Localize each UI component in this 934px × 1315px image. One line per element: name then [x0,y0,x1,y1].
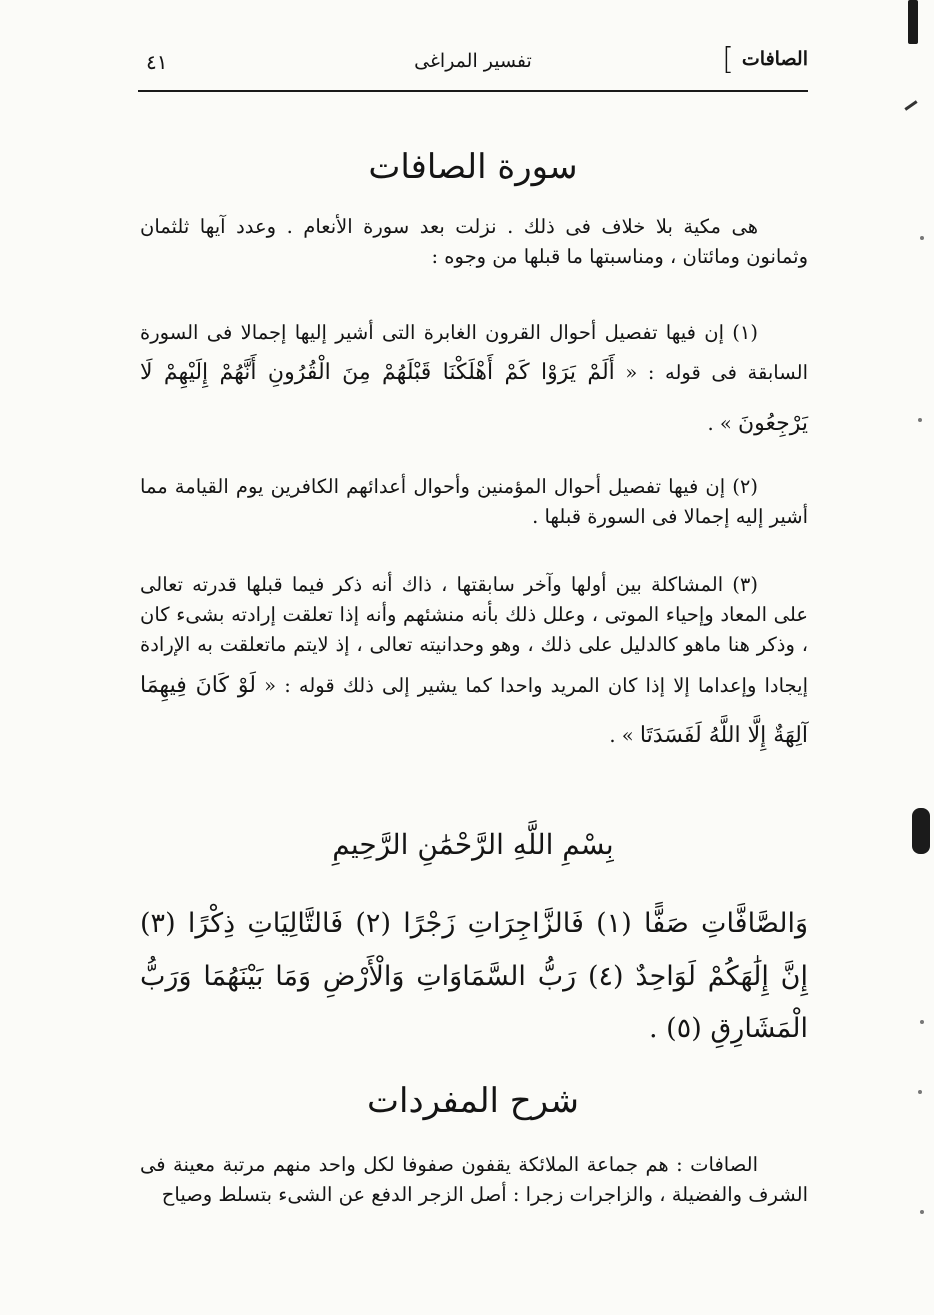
quote-close: » . [707,411,732,435]
vocabulary-paragraph: الصافات : هم جماعة الملائكة يقفون صفوفا لكل واحد منهم مرتبة معينة فى الشرف والفضيلة ، والزاجرات زجرا : أصل الزجر الدفع عن الشىء بتسلط وصياح [140,1153,808,1207]
intro-paragraph-1: هى مكية بلا خلاف فى ذلك . نزلت بعد سورة الأنعام . وعدد آيها ثلثمان وثمانون ومائتان ، ومناسبتها ما قبلها من وجوه : [140,215,808,269]
quran-quote: لَوْ كَانَ فِيهِمَا آلِهَةٌ إِلَّا اللَّهُ لَفَسَدَتَا [140,672,808,749]
scan-mark [908,0,918,44]
header-bracket: ] [722,42,734,77]
intro-paragraph-3: (٢) إن فيها تفصيل أحوال المؤمنين وأحوال أعدائهم الكافرين يوم القيامة مما أشير إليه إجمالا فى السورة قبلها . [140,475,808,529]
header-surah-name: الصافات [741,48,808,70]
vocabulary-heading: شرح المفردات [366,1081,580,1121]
scan-speck [918,1090,922,1094]
quote-close: » . [609,724,634,748]
intro-paragraph-2 [140,318,808,449]
quran-verses: وَالصَّافَّاتِ صَفًّا (١) فَالزَّاجِرَاتِ زَجْرًا (٢) فَالتَّالِيَاتِ ذِكْرًا (٣) إِنَّ إِلَٰهَكُمْ لَوَاحِدٌ (٤) رَبُّ السَّمَاوَاتِ وَالْأَرْضِ وَمَا بَيْنَهُمَا وَرَبُّ الْمَشَارِقِ (٥) . [140,908,808,1045]
paragraph-text: (٣) المشاكلة بين أولها وآخر سابقتها ، ذاك أنه ذكر فيما قبلها قدرته تعالى على المعاد وإحياء الموتى ، وعلل ذلك بأنه منشئهم وأنه إذا تعلقت إرادته بشىء كان ، وذكر هنا ماهو كالدليل على ذلك ، وهو وحدانيته تعالى ، إذ لايتم ماتعلقت به الإرادة إيجادا وإعداما إلا إذا كان المريد واحدا كما يشير إلى ذلك قوله : « [140,573,808,697]
surah-title: سورة الصافات [368,147,578,187]
page-number: ٤١ [146,50,168,74]
scan-mark [904,100,917,110]
intro-paragraph-4 [140,570,808,762]
basmala: بِسْمِ اللَّهِ الرَّحْمَٰنِ الرَّحِيمِ [332,828,614,861]
scan-speck [920,1020,924,1024]
header-rule [138,90,808,92]
scan-speck [918,418,922,422]
quran-quote: أَلَمْ يَرَوْا كَمْ أَهْلَكْنَا قَبْلَهُمْ مِنَ الْقُرُونِ أَنَّهُمْ إِلَيْهِمْ لَا يَرْجِعُونَ [140,360,808,436]
scan-speck [920,1210,924,1214]
paragraph-text: (١) إن فيها تفصيل أحوال القرون الغابرة التى أشير إليها إجمالا فى السورة السابقة فى قوله : « [140,321,808,385]
scan-speck [920,236,924,240]
running-header [138,42,808,96]
scan-mark [912,808,930,854]
header-book-title: تفسير المراغى [414,50,532,72]
